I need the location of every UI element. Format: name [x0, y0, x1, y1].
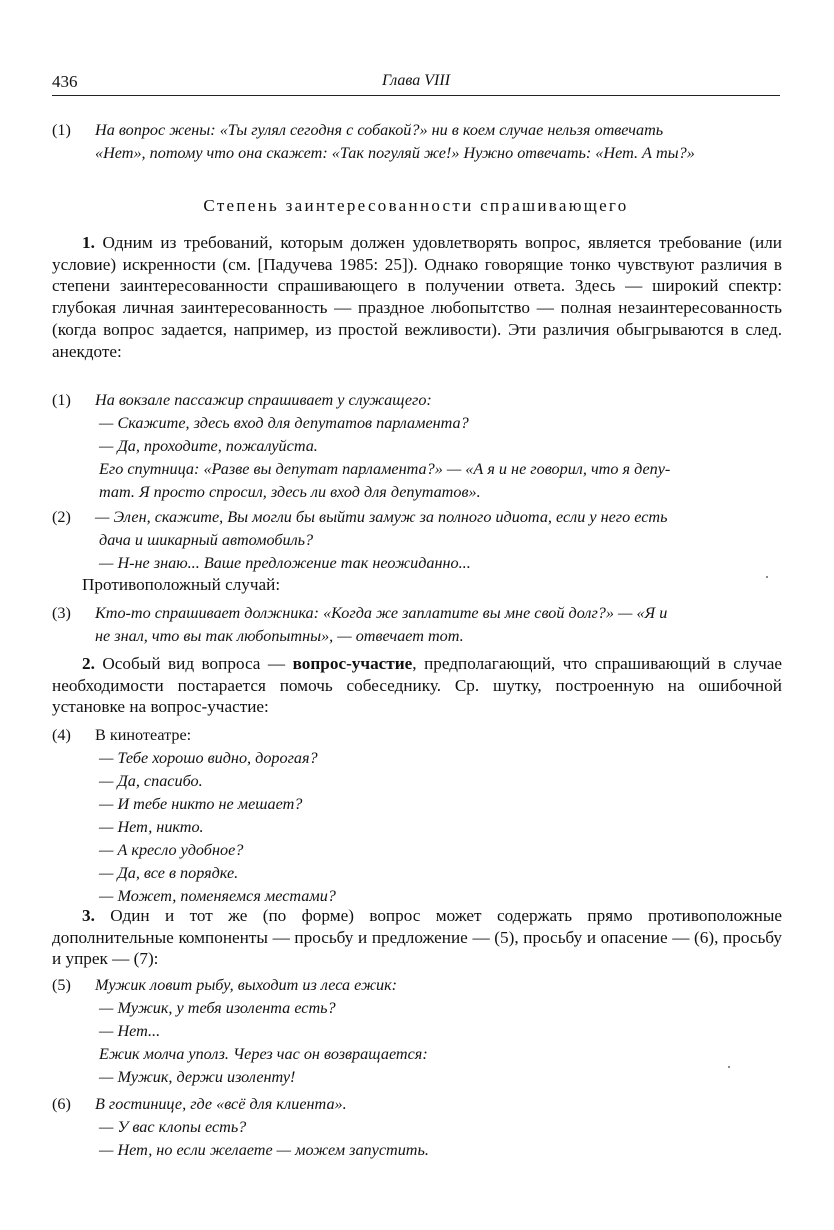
header-rule [52, 95, 780, 96]
paragraph-2 [52, 653, 782, 718]
example-line: Его спутница: «Разве вы депутат парламента?» — «А я и не говорил, что я депу- [99, 460, 671, 478]
paragraph-number: 1. [82, 233, 95, 252]
example-line: — Да, все в порядке. [99, 864, 239, 882]
example-line: Мужик ловит рыбу, выходит из леса ежик: [95, 976, 398, 994]
example-line: Кто-то спрашивает должника: «Когда же заплатите вы мне свой долг?» — «Я и [95, 604, 668, 622]
example-line: — Да, спасибо. [99, 772, 203, 790]
paragraph-number: 2. [82, 654, 95, 673]
example-6 [52, 1093, 782, 1162]
example-line: — Мужик, у тебя изолента есть? [99, 999, 336, 1017]
example-number: (1) [52, 391, 71, 409]
example-2 [52, 506, 782, 575]
paragraph-text: Одним из требований, которым должен удовлетворять вопрос, является требование (или условие) искренности (см. [Падучева 1985: 25]). Однако говорящие тонко чувствуют различия в степени заинтересованности спрашивающего в получении ответа. Здесь — широкий спектр: глубокая личная заинтересованность — праздное любопытство — полная незаинтересованность (когда вопрос задается, например, из простой вежливости). Эти различия обыгрываются в след. анекдоте: [52, 233, 782, 361]
example-number: (6) [52, 1095, 71, 1113]
example-line: Ежик молча уполз. Через час он возвращается: [99, 1045, 428, 1063]
page-header [52, 72, 780, 94]
example-4 [52, 724, 782, 908]
example-line: — Нет, никто. [99, 818, 204, 836]
example-3 [52, 602, 782, 648]
term-bold: вопрос-участие [292, 654, 413, 673]
example-number: (1) [52, 121, 71, 139]
example-line: — Элен, скажите, Вы могли бы выйти замуж за полного идиота, если у него есть [95, 508, 668, 526]
scan-speck [728, 1066, 730, 1068]
example-line: — Да, проходите, пожалуйста. [99, 437, 318, 455]
running-head: Глава VIII [382, 72, 451, 89]
example-line: — Н-не знаю... Ваше предложение так неожиданно... [99, 554, 471, 572]
section-title: Степень заинтересованности спрашивающего [203, 196, 629, 215]
page-number: 436 [52, 72, 78, 91]
example-line: — Нет... [99, 1022, 161, 1040]
example-number: (4) [52, 726, 71, 744]
example-line: На вопрос жены: «Ты гулял сегодня с собакой?» ни в коем случае нельзя отвечать [95, 121, 664, 139]
example-line: тат. Я просто спросил, здесь ли вход для депутатов». [99, 483, 481, 501]
example-line: — А кресло удобное? [99, 841, 244, 859]
example-line: «Нет», потому что она скажет: «Так погуляй же!» Нужно отвечать: «Нет. А ты?» [95, 144, 695, 162]
paragraph-1 [52, 232, 782, 362]
example-5 [52, 974, 782, 1089]
paragraph-text: Особый вид вопроса — [102, 654, 286, 673]
example-intro: В кинотеатре: [95, 726, 192, 744]
example-line: — У вас клопы есть? [99, 1118, 247, 1136]
example-line: — Нет, но если желаете — можем запустить. [99, 1141, 429, 1159]
opposite-case-label: Противоположный случай: [82, 575, 281, 594]
example-line: не знал, что вы так любопытны», — отвечает тот. [95, 627, 464, 645]
paragraph-number: 3. [82, 906, 95, 925]
paragraph-3 [52, 905, 782, 970]
example-line: — Может, поменяемся местами? [99, 887, 336, 905]
example-top [52, 119, 782, 165]
example-line: В гостинице, где «всё для клиента». [95, 1095, 347, 1113]
paragraph-text: , предполагающий, что спрашивающий в случае необходимости постарается помочь собеседнику. Ср. шутку, построенную на ошибочной установке на вопрос-участие: [52, 654, 783, 717]
example-line: дача и шикарный автомобиль? [99, 531, 314, 549]
example-number: (2) [52, 508, 71, 526]
example-1 [52, 389, 782, 504]
example-line: — Мужик, держи изоленту! [99, 1068, 296, 1086]
example-line: На вокзале пассажир спрашивает у служащего: [95, 391, 432, 409]
example-line: — Скажите, здесь вход для депутатов парламента? [99, 414, 469, 432]
example-number: (5) [52, 976, 71, 994]
example-number: (3) [52, 604, 71, 622]
example-line: — И тебе никто не мешает? [99, 795, 303, 813]
scan-speck [766, 576, 768, 578]
example-line: — Тебе хорошо видно, дорогая? [99, 749, 318, 767]
paragraph-text: Один и тот же (по форме) вопрос может содержать прямо противоположные дополнительные компоненты — просьбу и предложение — (5), просьбу и опасение — (6), просьбу и упрек — (7): [52, 906, 782, 969]
